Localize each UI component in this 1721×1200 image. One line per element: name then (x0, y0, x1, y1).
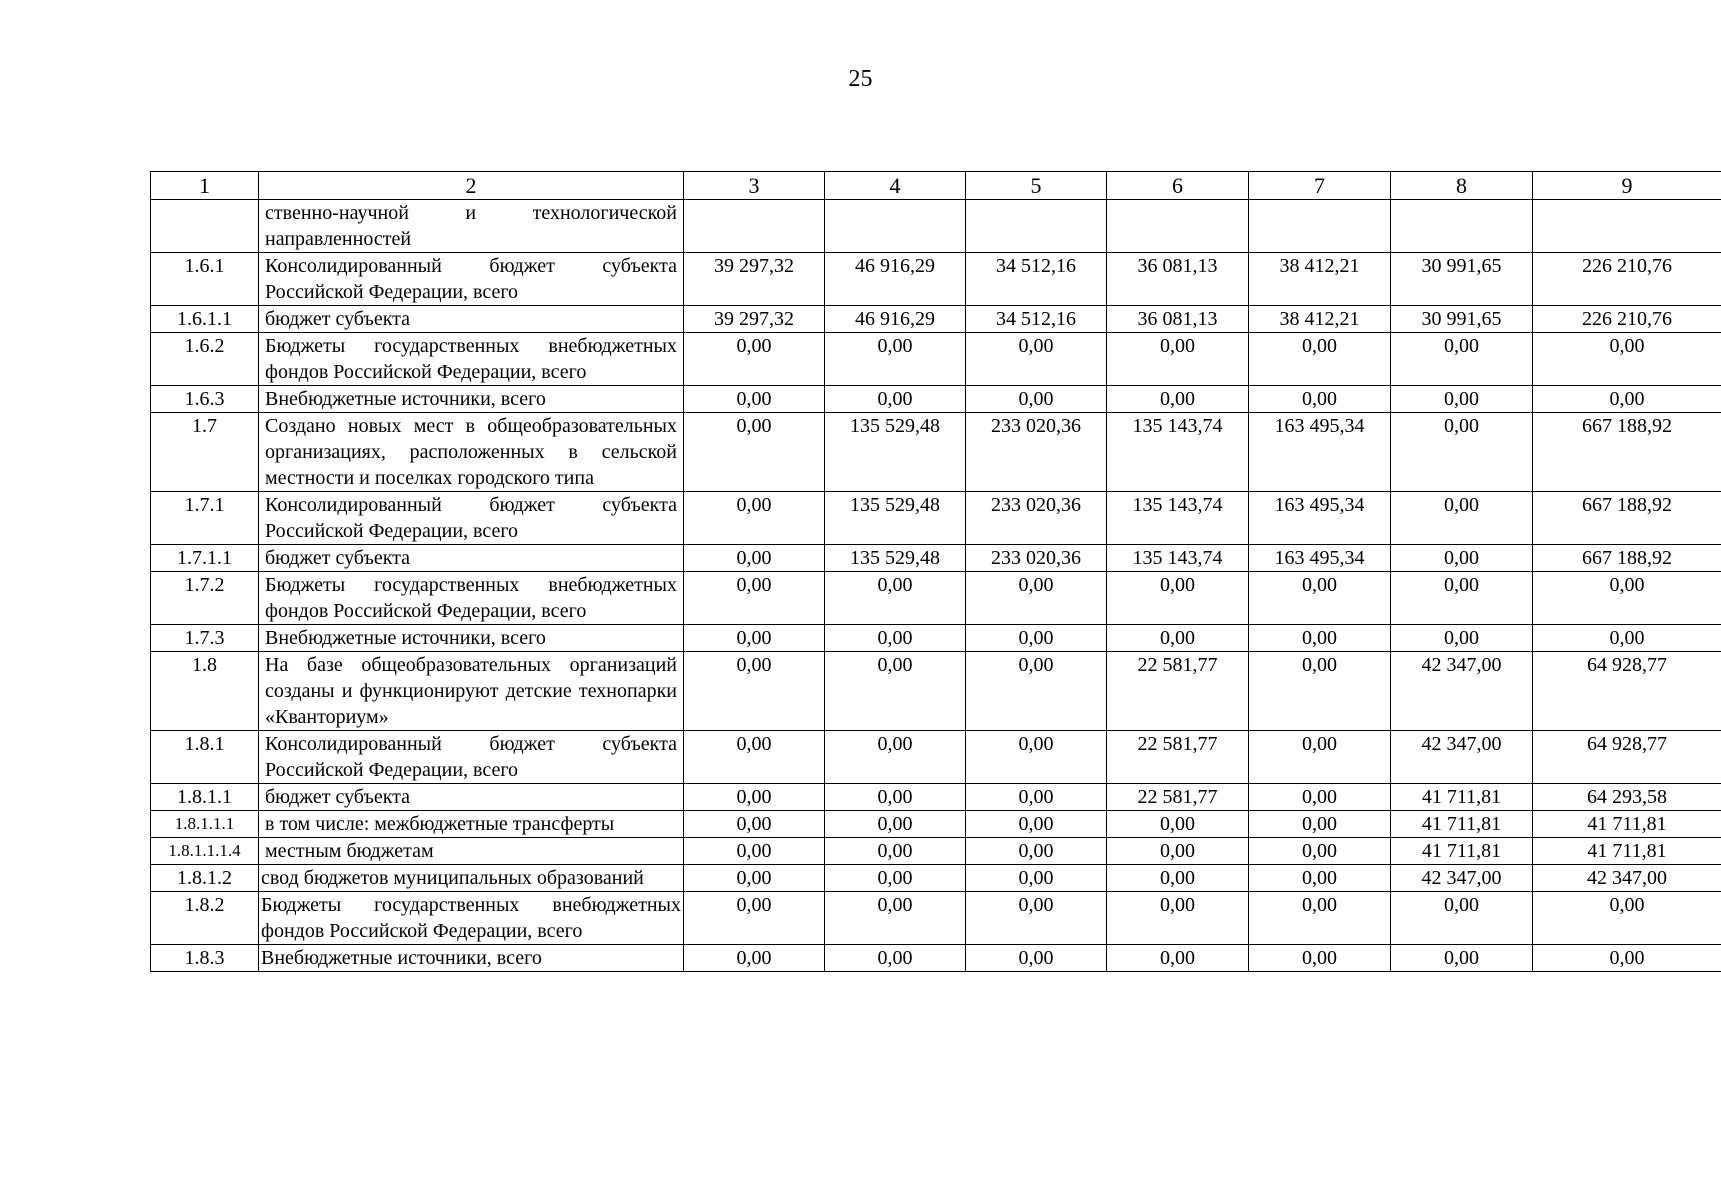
table-row (151, 625, 1721, 652)
value-cell: 135 529,48 (825, 413, 966, 492)
value-cell: 667 188,92 (1533, 413, 1721, 492)
column-header: 9 (1533, 172, 1721, 200)
value-cell: 0,00 (1391, 413, 1533, 492)
value-cell: 36 081,13 (1107, 306, 1249, 333)
value-cell: 0,00 (684, 865, 825, 892)
row-name: Консолидированный бюджет субъекта Российской Федерации, всего (259, 253, 684, 306)
value-cell: 0,00 (825, 625, 966, 652)
value-cell: 233 020,36 (966, 545, 1107, 572)
value-cell: 22 581,77 (1107, 652, 1249, 731)
value-cell: 0,00 (966, 865, 1107, 892)
value-cell: 0,00 (1533, 892, 1721, 945)
row-code: 1.8.1.1.1 (151, 811, 259, 838)
value-cell: 0,00 (1107, 945, 1249, 972)
table-body (151, 200, 1721, 972)
value-cell: 0,00 (1249, 572, 1391, 625)
value-cell: 0,00 (1533, 333, 1721, 386)
row-code: 1.8.1.1 (151, 784, 259, 811)
table-row (151, 253, 1721, 306)
value-cell: 41 711,81 (1391, 838, 1533, 865)
value-cell: 0,00 (825, 652, 966, 731)
value-cell (966, 200, 1107, 253)
value-cell: 0,00 (966, 945, 1107, 972)
row-code: 1.6.1.1 (151, 306, 259, 333)
row-code: 1.7.1.1 (151, 545, 259, 572)
value-cell: 0,00 (825, 811, 966, 838)
value-cell: 0,00 (684, 386, 825, 413)
value-cell: 135 143,74 (1107, 545, 1249, 572)
value-cell: 41 711,81 (1533, 811, 1721, 838)
row-code: 1.7.2 (151, 572, 259, 625)
value-cell: 667 188,92 (1533, 492, 1721, 545)
value-cell: 0,00 (1107, 386, 1249, 413)
value-cell: 34 512,16 (966, 306, 1107, 333)
value-cell: 0,00 (1249, 333, 1391, 386)
value-cell: 0,00 (1107, 811, 1249, 838)
value-cell: 0,00 (1249, 865, 1391, 892)
value-cell: 46 916,29 (825, 253, 966, 306)
value-cell: 0,00 (1249, 652, 1391, 731)
row-code: 1.6.1 (151, 253, 259, 306)
value-cell (684, 200, 825, 253)
value-cell: 135 529,48 (825, 492, 966, 545)
value-cell: 41 711,81 (1391, 784, 1533, 811)
row-name: ственно-научной и технологической направленностей (259, 200, 684, 253)
value-cell: 0,00 (966, 731, 1107, 784)
value-cell: 226 210,76 (1533, 253, 1721, 306)
value-cell: 0,00 (966, 625, 1107, 652)
row-code: 1.8.1.1.1.4 (151, 838, 259, 865)
budget-table (150, 171, 1721, 972)
value-cell: 0,00 (966, 811, 1107, 838)
row-code: 1.7.3 (151, 625, 259, 652)
value-cell: 0,00 (1533, 572, 1721, 625)
value-cell: 42 347,00 (1533, 865, 1721, 892)
value-cell: 0,00 (1249, 731, 1391, 784)
column-header: 1 (151, 172, 259, 200)
row-code (151, 200, 259, 253)
value-cell: 0,00 (966, 386, 1107, 413)
row-name: свод бюджетов муниципальных образований (259, 865, 684, 892)
value-cell: 0,00 (684, 492, 825, 545)
row-name: местным бюджетам (259, 838, 684, 865)
value-cell: 0,00 (825, 784, 966, 811)
table-row (151, 811, 1721, 838)
value-cell: 0,00 (1533, 386, 1721, 413)
row-code: 1.8.1 (151, 731, 259, 784)
row-name: Бюджеты государственных внебюджетных фондов Российской Федерации, всего (259, 892, 684, 945)
value-cell: 0,00 (825, 386, 966, 413)
row-name: Бюджеты государственных внебюджетных фондов Российской Федерации, всего (259, 333, 684, 386)
row-name: Внебюджетные источники, всего (259, 625, 684, 652)
value-cell: 0,00 (684, 892, 825, 945)
value-cell: 0,00 (684, 413, 825, 492)
value-cell: 0,00 (684, 333, 825, 386)
value-cell: 42 347,00 (1391, 731, 1533, 784)
value-cell: 226 210,76 (1533, 306, 1721, 333)
value-cell: 30 991,65 (1391, 253, 1533, 306)
row-name: бюджет субъекта (259, 545, 684, 572)
value-cell: 0,00 (966, 892, 1107, 945)
value-cell (825, 200, 966, 253)
value-cell: 0,00 (825, 731, 966, 784)
value-cell: 30 991,65 (1391, 306, 1533, 333)
value-cell: 0,00 (966, 652, 1107, 731)
value-cell: 0,00 (1391, 386, 1533, 413)
value-cell: 0,00 (684, 545, 825, 572)
row-code: 1.6.3 (151, 386, 259, 413)
table-row (151, 545, 1721, 572)
table-row (151, 892, 1721, 945)
value-cell: 64 928,77 (1533, 731, 1721, 784)
value-cell: 0,00 (684, 784, 825, 811)
value-cell: 135 143,74 (1107, 492, 1249, 545)
value-cell: 0,00 (1107, 892, 1249, 945)
row-code: 1.7.1 (151, 492, 259, 545)
column-header: 7 (1249, 172, 1391, 200)
value-cell: 0,00 (1107, 838, 1249, 865)
value-cell: 0,00 (825, 333, 966, 386)
value-cell: 0,00 (1533, 625, 1721, 652)
value-cell: 0,00 (684, 652, 825, 731)
value-cell: 233 020,36 (966, 492, 1107, 545)
value-cell (1533, 200, 1721, 253)
table-row (151, 784, 1721, 811)
value-cell: 0,00 (684, 625, 825, 652)
row-name: бюджет субъекта (259, 784, 684, 811)
table-row (151, 386, 1721, 413)
row-name: Внебюджетные источники, всего (259, 945, 684, 972)
column-header: 5 (966, 172, 1107, 200)
row-name: в том числе: межбюджетные трансферты (259, 811, 684, 838)
value-cell: 0,00 (1249, 386, 1391, 413)
value-cell: 0,00 (684, 811, 825, 838)
table-row (151, 865, 1721, 892)
row-code: 1.8.2 (151, 892, 259, 945)
value-cell: 0,00 (825, 838, 966, 865)
column-header: 4 (825, 172, 966, 200)
value-cell (1391, 200, 1533, 253)
value-cell: 0,00 (966, 838, 1107, 865)
row-code: 1.8.1.2 (151, 865, 259, 892)
value-cell: 0,00 (1391, 892, 1533, 945)
value-cell: 41 711,81 (1391, 811, 1533, 838)
value-cell: 39 297,32 (684, 253, 825, 306)
value-cell: 34 512,16 (966, 253, 1107, 306)
value-cell: 0,00 (1391, 333, 1533, 386)
row-name: Создано новых мест в общеобразовательных организациях, расположенных в сельской местности и поселках городского типа (259, 413, 684, 492)
column-header: 8 (1391, 172, 1533, 200)
value-cell: 135 529,48 (825, 545, 966, 572)
value-cell: 64 293,58 (1533, 784, 1721, 811)
value-cell: 163 495,34 (1249, 545, 1391, 572)
table-row (151, 731, 1721, 784)
value-cell: 42 347,00 (1391, 865, 1533, 892)
table-row (151, 413, 1721, 492)
value-cell: 0,00 (825, 865, 966, 892)
value-cell: 0,00 (1249, 838, 1391, 865)
value-cell: 0,00 (1249, 811, 1391, 838)
value-cell: 0,00 (825, 945, 966, 972)
row-name: Консолидированный бюджет субъекта Российской Федерации, всего (259, 731, 684, 784)
row-name: На базе общеобразовательных организаций созданы и функционируют детские технопарки «Кванториум» (259, 652, 684, 731)
value-cell: 163 495,34 (1249, 413, 1391, 492)
value-cell: 0,00 (825, 892, 966, 945)
value-cell: 22 581,77 (1107, 731, 1249, 784)
value-cell: 233 020,36 (966, 413, 1107, 492)
value-cell: 135 143,74 (1107, 413, 1249, 492)
column-header: 6 (1107, 172, 1249, 200)
value-cell: 0,00 (966, 572, 1107, 625)
value-cell: 0,00 (1391, 545, 1533, 572)
value-cell: 0,00 (966, 333, 1107, 386)
table-row (151, 572, 1721, 625)
table-row (151, 306, 1721, 333)
value-cell: 42 347,00 (1391, 652, 1533, 731)
value-cell: 22 581,77 (1107, 784, 1249, 811)
value-cell (1107, 200, 1249, 253)
value-cell: 0,00 (1249, 892, 1391, 945)
page-number: 25 (848, 66, 873, 92)
value-cell: 64 928,77 (1533, 652, 1721, 731)
value-cell (1249, 200, 1391, 253)
value-cell: 0,00 (1107, 865, 1249, 892)
table-row (151, 838, 1721, 865)
row-name: бюджет субъекта (259, 306, 684, 333)
value-cell: 38 412,21 (1249, 253, 1391, 306)
value-cell: 0,00 (1391, 492, 1533, 545)
value-cell: 46 916,29 (825, 306, 966, 333)
row-name: Консолидированный бюджет субъекта Российской Федерации, всего (259, 492, 684, 545)
value-cell: 163 495,34 (1249, 492, 1391, 545)
value-cell: 41 711,81 (1533, 838, 1721, 865)
value-cell: 0,00 (684, 572, 825, 625)
value-cell: 38 412,21 (1249, 306, 1391, 333)
column-header: 3 (684, 172, 825, 200)
value-cell: 0,00 (1391, 572, 1533, 625)
value-cell: 0,00 (1107, 333, 1249, 386)
value-cell: 0,00 (684, 838, 825, 865)
value-cell: 667 188,92 (1533, 545, 1721, 572)
value-cell: 0,00 (966, 784, 1107, 811)
value-cell: 0,00 (684, 945, 825, 972)
column-header: 2 (259, 172, 684, 200)
row-code: 1.8 (151, 652, 259, 731)
column-number-row (151, 172, 1721, 200)
value-cell: 0,00 (1249, 625, 1391, 652)
row-code: 1.6.2 (151, 333, 259, 386)
value-cell: 0,00 (1249, 945, 1391, 972)
row-name: Внебюджетные источники, всего (259, 386, 684, 413)
value-cell: 0,00 (1107, 572, 1249, 625)
value-cell: 36 081,13 (1107, 253, 1249, 306)
row-code: 1.8.3 (151, 945, 259, 972)
table-row (151, 945, 1721, 972)
value-cell: 0,00 (825, 572, 966, 625)
value-cell: 0,00 (1533, 945, 1721, 972)
table-row (151, 652, 1721, 731)
row-code: 1.7 (151, 413, 259, 492)
value-cell: 39 297,32 (684, 306, 825, 333)
value-cell: 0,00 (1107, 625, 1249, 652)
table-row (151, 200, 1721, 253)
row-name: Бюджеты государственных внебюджетных фондов Российской Федерации, всего (259, 572, 684, 625)
table-row (151, 333, 1721, 386)
value-cell: 0,00 (1391, 945, 1533, 972)
value-cell: 0,00 (1249, 784, 1391, 811)
value-cell: 0,00 (684, 731, 825, 784)
table-row (151, 492, 1721, 545)
value-cell: 0,00 (1391, 625, 1533, 652)
